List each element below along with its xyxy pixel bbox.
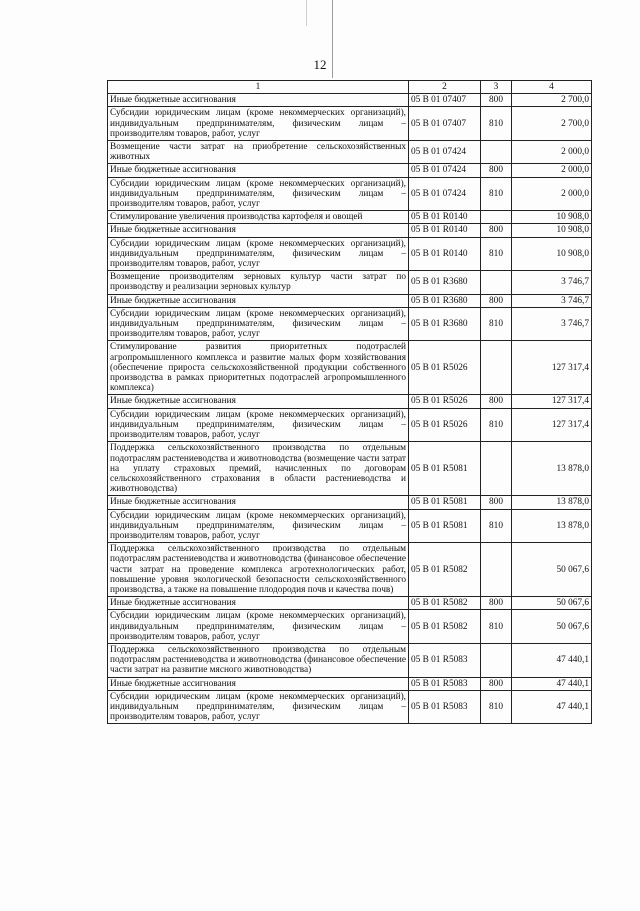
table-row — [108, 690, 592, 724]
row-name-cell: Возмещение производителям зерновых культур части затрат по производству и реализации зерновых культур — [108, 271, 409, 294]
row-name-cell: Иные бюджетные ассигнования — [108, 597, 409, 610]
budget-table — [107, 80, 592, 724]
row-amount-cell: 50 067,6 — [512, 543, 592, 597]
table-row — [108, 408, 592, 442]
table-row — [108, 395, 592, 408]
table-row — [108, 211, 592, 224]
row-name-cell: Поддержка сельскохозяйственного производства по отдельным подотраслям растениеводства и животноводства (финансовое обеспечение части затрат на развитие мясного животноводства) — [108, 643, 409, 677]
row-type-cell — [481, 211, 512, 224]
row-code-cell: 05 В 01 R3680 — [409, 271, 481, 294]
row-type-cell — [481, 141, 512, 164]
row-amount-cell: 50 067,6 — [512, 610, 592, 644]
row-type-cell: 800 — [481, 294, 512, 307]
row-code-cell: 05 В 01 07407 — [409, 94, 481, 107]
row-type-cell — [481, 643, 512, 677]
row-name-cell: Поддержка сельскохозяйственного производства по отдельным подотраслям растениеводства и животноводства (финансовое обеспечение части затрат на проведение комплекса агротехнологических работ, повышение уровня экологической безопасности сельскохозяйственного производства, а также на повышение плодородия почв и качества почв) — [108, 543, 409, 597]
row-name-cell: Субсидии юридическим лицам (кроме некоммерческих организаций), индивидуальным предпринимателям, физическим лицам – производителям товаров, работ, услуг — [108, 509, 409, 543]
row-name-cell: Иные бюджетные ассигнования — [108, 94, 409, 107]
row-amount-cell: 3 746,7 — [512, 294, 592, 307]
row-amount-cell: 2 000,0 — [512, 164, 592, 177]
row-name-cell: Субсидии юридическим лицам (кроме некоммерческих организаций), индивидуальным предпринимателям, физическим лицам – производителям товаров, работ, услуг — [108, 408, 409, 442]
table-row — [108, 307, 592, 341]
table-row — [108, 442, 592, 496]
row-code-cell: 05 В 01 R0140 — [409, 211, 481, 224]
row-amount-cell: 3 746,7 — [512, 271, 592, 294]
row-name-cell: Стимулирование увеличения производства картофеля и овощей — [108, 211, 409, 224]
row-code-cell: 05 В 01 R5083 — [409, 690, 481, 724]
row-name-cell: Иные бюджетные ассигнования — [108, 224, 409, 237]
row-amount-cell: 2 700,0 — [512, 107, 592, 141]
table-row — [108, 107, 592, 141]
row-type-cell: 810 — [481, 509, 512, 543]
row-name-cell: Субсидии юридическим лицам (кроме некоммерческих организаций), индивидуальным предпринимателям, физическим лицам – производителям товаров, работ, услуг — [108, 307, 409, 341]
row-amount-cell: 13 878,0 — [512, 496, 592, 509]
row-name-cell: Субсидии юридическим лицам (кроме некоммерческих организаций), индивидуальным предпринимателям, физическим лицам – производителям товаров, работ, услуг — [108, 237, 409, 271]
row-code-cell: 05 В 01 R0140 — [409, 224, 481, 237]
row-amount-cell: 2 000,0 — [512, 141, 592, 164]
row-amount-cell: 10 908,0 — [512, 211, 592, 224]
row-amount-cell: 47 440,1 — [512, 690, 592, 724]
row-amount-cell: 10 908,0 — [512, 224, 592, 237]
row-name-cell: Иные бюджетные ассигнования — [108, 164, 409, 177]
row-name-cell: Возмещение части затрат на приобретение сельскохозяйственных животных — [108, 141, 409, 164]
row-type-cell — [481, 271, 512, 294]
row-amount-cell: 127 317,4 — [512, 395, 592, 408]
table-row — [108, 496, 592, 509]
table-row — [108, 597, 592, 610]
table-row — [108, 224, 592, 237]
page-number: 12 — [313, 57, 327, 72]
column-header: 1 — [108, 81, 409, 94]
row-type-cell: 810 — [481, 177, 512, 211]
row-code-cell: 05 В 01 R5081 — [409, 496, 481, 509]
row-type-cell: 800 — [481, 164, 512, 177]
row-type-cell: 810 — [481, 408, 512, 442]
table-row — [108, 677, 592, 690]
row-amount-cell: 127 317,4 — [512, 408, 592, 442]
row-amount-cell: 2 000,0 — [512, 177, 592, 211]
row-code-cell: 05 В 01 07424 — [409, 141, 481, 164]
row-type-cell — [481, 442, 512, 496]
row-amount-cell: 47 440,1 — [512, 677, 592, 690]
table-row — [108, 294, 592, 307]
table-row — [108, 509, 592, 543]
row-code-cell: 05 В 01 07424 — [409, 177, 481, 211]
row-name-cell: Субсидии юридическим лицам (кроме некоммерческих организаций), индивидуальным предпринимателям, физическим лицам – производителям товаров, работ, услуг — [108, 690, 409, 724]
row-code-cell: 05 В 01 R5026 — [409, 408, 481, 442]
row-type-cell: 800 — [481, 94, 512, 107]
row-name-cell: Иные бюджетные ассигнования — [108, 496, 409, 509]
row-name-cell: Иные бюджетные ассигнования — [108, 294, 409, 307]
row-name-cell: Стимулирование развития приоритетных подотраслей агропромышленного комплекса и развитие малых форм хозяйствования (обеспечение прироста сельскохозяйственной продукции собственного производства в рамках приоритетных подотраслей агропромышленного комплекса) — [108, 341, 409, 395]
table-row — [108, 237, 592, 271]
table-row — [108, 164, 592, 177]
row-type-cell: 810 — [481, 610, 512, 644]
row-type-cell: 800 — [481, 597, 512, 610]
row-amount-cell: 50 067,6 — [512, 597, 592, 610]
row-amount-cell: 2 700,0 — [512, 94, 592, 107]
column-header: 3 — [481, 81, 512, 94]
column-header: 2 — [409, 81, 481, 94]
row-code-cell: 05 В 01 R5083 — [409, 677, 481, 690]
row-amount-cell: 13 878,0 — [512, 509, 592, 543]
row-amount-cell: 47 440,1 — [512, 643, 592, 677]
row-code-cell: 05 В 01 07424 — [409, 164, 481, 177]
row-type-cell: 800 — [481, 677, 512, 690]
row-code-cell: 05 В 01 R5081 — [409, 442, 481, 496]
row-amount-cell: 13 878,0 — [512, 442, 592, 496]
row-code-cell: 05 В 01 R5082 — [409, 597, 481, 610]
row-type-cell: 810 — [481, 690, 512, 724]
table-row — [108, 141, 592, 164]
table-row — [108, 610, 592, 644]
table-row — [108, 94, 592, 107]
table-row — [108, 177, 592, 211]
table-row — [108, 271, 592, 294]
row-amount-cell: 10 908,0 — [512, 237, 592, 271]
scan-fold-line — [306, 0, 307, 26]
row-type-cell: 810 — [481, 307, 512, 341]
row-amount-cell: 3 746,7 — [512, 307, 592, 341]
table-header-row — [108, 81, 592, 94]
row-name-cell: Субсидии юридическим лицам (кроме некоммерческих организаций), индивидуальным предпринимателям, физическим лицам – производителям товаров, работ, услуг — [108, 610, 409, 644]
row-type-cell — [481, 341, 512, 395]
table-row — [108, 543, 592, 597]
row-type-cell: 800 — [481, 224, 512, 237]
row-code-cell: 05 В 01 R5082 — [409, 543, 481, 597]
row-code-cell: 05 В 01 R5081 — [409, 509, 481, 543]
row-type-cell — [481, 543, 512, 597]
row-code-cell: 05 В 01 R0140 — [409, 237, 481, 271]
row-name-cell: Поддержка сельскохозяйственного производства по отдельным подотраслям растениеводства и животноводства (возмещение части затрат на уплату страховых премий, начисленных по договорам сельскохозяйственного страхования в области растениеводства и животноводства) — [108, 442, 409, 496]
row-code-cell: 05 В 01 R3680 — [409, 294, 481, 307]
row-code-cell: 05 В 01 R5083 — [409, 643, 481, 677]
row-code-cell: 05 В 01 R5082 — [409, 610, 481, 644]
row-amount-cell: 127 317,4 — [512, 341, 592, 395]
row-type-cell: 800 — [481, 395, 512, 408]
row-name-cell: Субсидии юридическим лицам (кроме некоммерческих организаций), индивидуальным предпринимателям, физическим лицам – производителям товаров, работ, услуг — [108, 107, 409, 141]
row-code-cell: 05 В 01 R5026 — [409, 341, 481, 395]
row-type-cell: 810 — [481, 237, 512, 271]
row-name-cell: Иные бюджетные ассигнования — [108, 677, 409, 690]
row-type-cell: 810 — [481, 107, 512, 141]
table-row — [108, 341, 592, 395]
row-type-cell: 800 — [481, 496, 512, 509]
table-row — [108, 643, 592, 677]
row-code-cell: 05 В 01 07407 — [409, 107, 481, 141]
column-header: 4 — [512, 81, 592, 94]
row-name-cell: Субсидии юридическим лицам (кроме некоммерческих организаций), индивидуальным предпринимателям, физическим лицам – производителям товаров, работ, услуг — [108, 177, 409, 211]
row-code-cell: 05 В 01 R3680 — [409, 307, 481, 341]
row-code-cell: 05 В 01 R5026 — [409, 395, 481, 408]
row-name-cell: Иные бюджетные ассигнования — [108, 395, 409, 408]
